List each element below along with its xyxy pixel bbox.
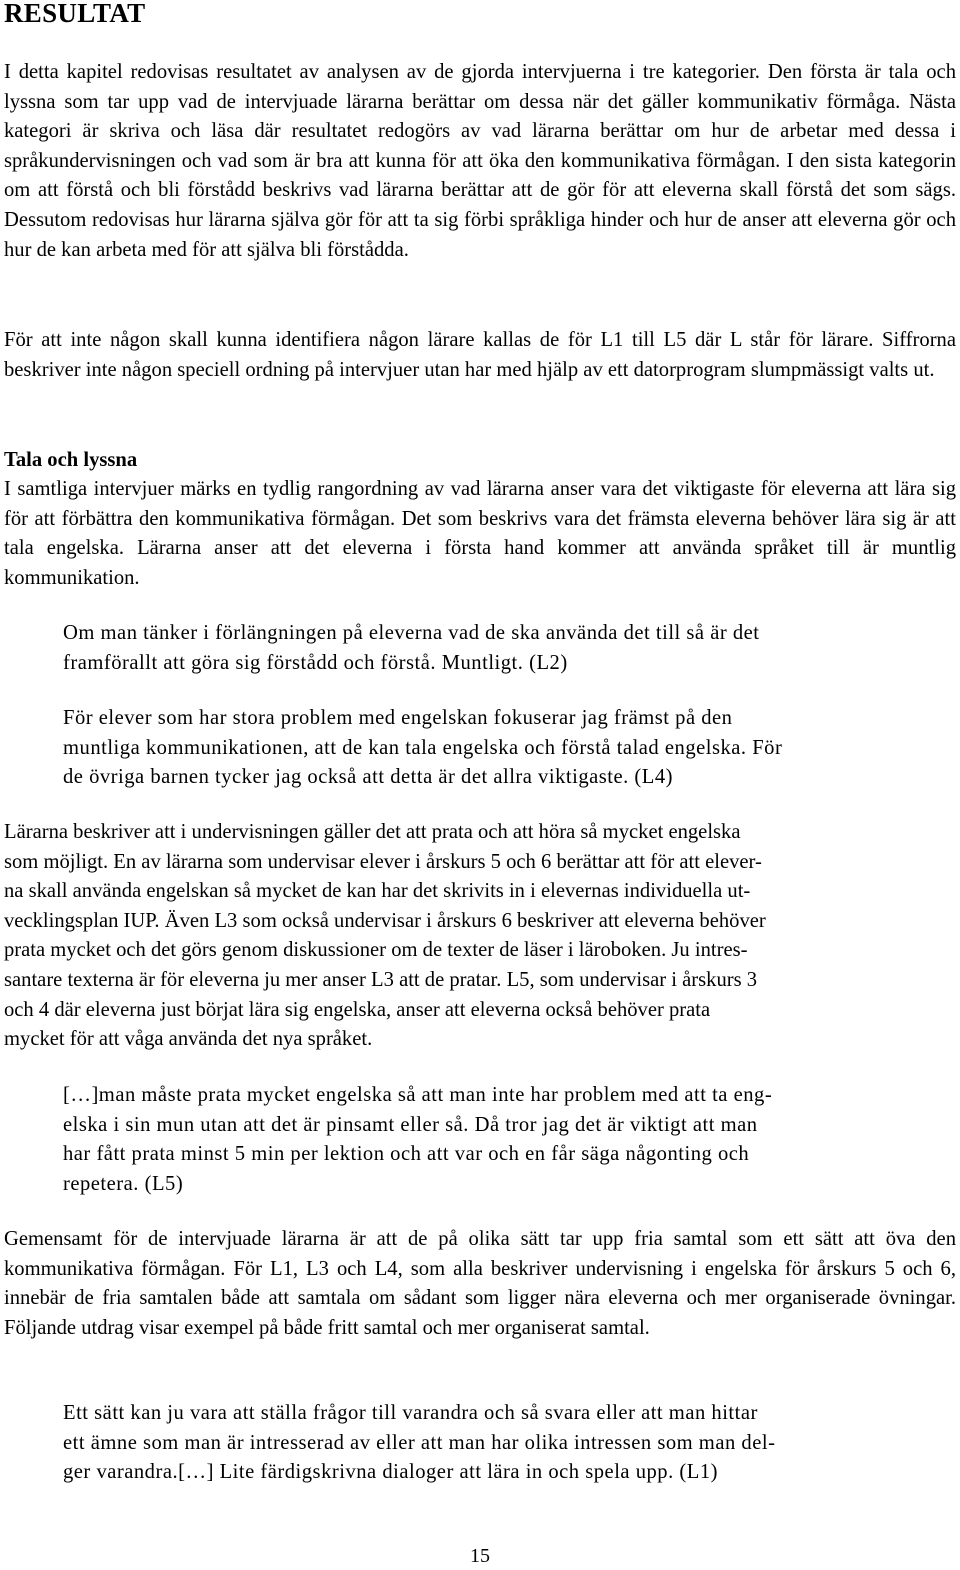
section-heading: Tala och lyssna <box>4 449 138 471</box>
paragraph-line: santare texterna är för eleverna ju mer anser L3 att de pratar. L5, som undervisar i årskurs 3 <box>4 968 758 991</box>
quote-l1 <box>63 1399 923 1488</box>
quote-l5 <box>63 1081 923 1199</box>
paragraph-line: mycket för att våga använda det nya språket. <box>4 1028 373 1051</box>
quote-line: framförallt att göra sig förstådd och förstå. Muntligt. (L2) <box>63 651 568 674</box>
quote-line: repetera. (L5) <box>63 1172 184 1195</box>
quote-line: har fått prata minst 5 min per lektion och att var och en får säga någonting och <box>63 1143 750 1166</box>
intro-paragraph: I detta kapitel redovisas resultatet av analysen av de gjorda intervjuerna i tre kategorier. Den första är tala och lyssna som tar upp vad de intervjuade lärarna berättar om dessa när det gäller kommunikativ förmåga. Nästa kategori är skriva och läsa där resultatet redogörs av vad lärarna berättar om hur de arbetar med dessa i språkundervisningen och vad som är bra att kunna för att öka den kommunikativa förmågan. I den sista kategorin om att förstå och bli förstådd beskrivs vad lärarna berättar att de gör för att eleverna skall förstå det som sägs. Dessutom redovisas hur lärarna själva gör för att ta sig förbi språkliga hinder och hur de anser att eleverna gör och hur de kan arbeta med för att själva bli förstådda. <box>4 61 956 261</box>
quote-line: ger varandra.[…] Lite färdigskrivna dialoger att lära in och spela upp. (L1) <box>63 1461 718 1484</box>
quote-line: ett ämne som man är intresserad av eller att man har olika intressen som man del- <box>63 1431 776 1454</box>
quote-l2 <box>63 619 923 678</box>
paragraph-line: som möjligt. En av lärarna som undervisar elever i årskurs 5 och 6 berättar att för att elever- <box>4 850 762 873</box>
paragraph-line: prata mycket och det görs genom diskussioner om de texter de läser i läroboken. Ju intres- <box>4 939 748 962</box>
paragraph-line: na skall använda engelskan så mycket de kan har det skrivits in i elevernas individuella ut- <box>4 880 751 903</box>
quote-line: de övriga barnen tycker jag också att detta är det allra viktigaste. (L4) <box>63 766 674 789</box>
quote-line: elska i sin mun utan att det är pinsamt eller så. Då tror jag det är viktigt att man <box>63 1113 758 1136</box>
quote-line: Ett sätt kan ju vara att ställa frågor till varandra och så svara eller att man hittar <box>63 1402 758 1424</box>
paragraph-line: vecklingsplan IUP. Även L3 som också undervisar i årskurs 6 beskriver att eleverna behöver <box>4 909 766 932</box>
speaking-paragraph <box>4 818 956 1055</box>
quote-line: […]man måste prata mycket engelska så att man inte har problem med att ta eng- <box>63 1084 773 1106</box>
anonymity-paragraph: För att inte någon skall kunna identifiera någon lärare kallas de för L1 till L5 där L står för lärare. Siffrorna beskriver inte någon speciell ordning på intervjuer utan har med hjälp av ett datorprogram slumpmässigt valts ut. <box>4 329 956 381</box>
quote-l4 <box>63 704 923 793</box>
quote-line: muntliga kommunikationen, att de kan tala engelska och förstå talad engelska. För <box>63 736 783 759</box>
free-conversation-paragraph: Gemensamt för de intervjuade lärarna är att de på olika sätt tar upp fria samtal som ett sätt att öva den kommunikativa förmågan. För L1, L3 och L4, som alla beskriver undervisning i engelska för årskurs 5 och 6, innebär de fria samtalen både att samtala om sådant som ligger nära eleverna och mer organiserade övningar. Följande utdrag visar exempel på både fritt samtal och mer organiserat samtal. <box>4 1228 956 1339</box>
quote-line: För elever som har stora problem med engelskan fokuserar jag främst på den <box>63 707 733 729</box>
page-heading: RESULTAT <box>4 0 146 28</box>
section-paragraph: I samtliga intervjuer märks en tydlig rangordning av vad lärarna anser vara det viktigaste för eleverna att lära sig för att förbättra den kommunikativa förmågan. Det som beskrivs vara det främsta eleverna behöver lära sig är att tala engelska. Lärarna anser att det eleverna i första hand kommer att använda språket till är muntlig kommunikation. <box>4 478 956 589</box>
quote-line: Om man tänker i förlängningen på eleverna vad de ska använda det till så är det <box>63 622 760 644</box>
paragraph-line: och 4 där eleverna just börjat lära sig engelska, anser att eleverna också behöver prata <box>4 998 711 1021</box>
paragraph-line: Lärarna beskriver att i undervisningen gäller det att prata och att höra så mycket engelska <box>4 821 741 843</box>
page-number: 15 <box>470 1545 490 1567</box>
